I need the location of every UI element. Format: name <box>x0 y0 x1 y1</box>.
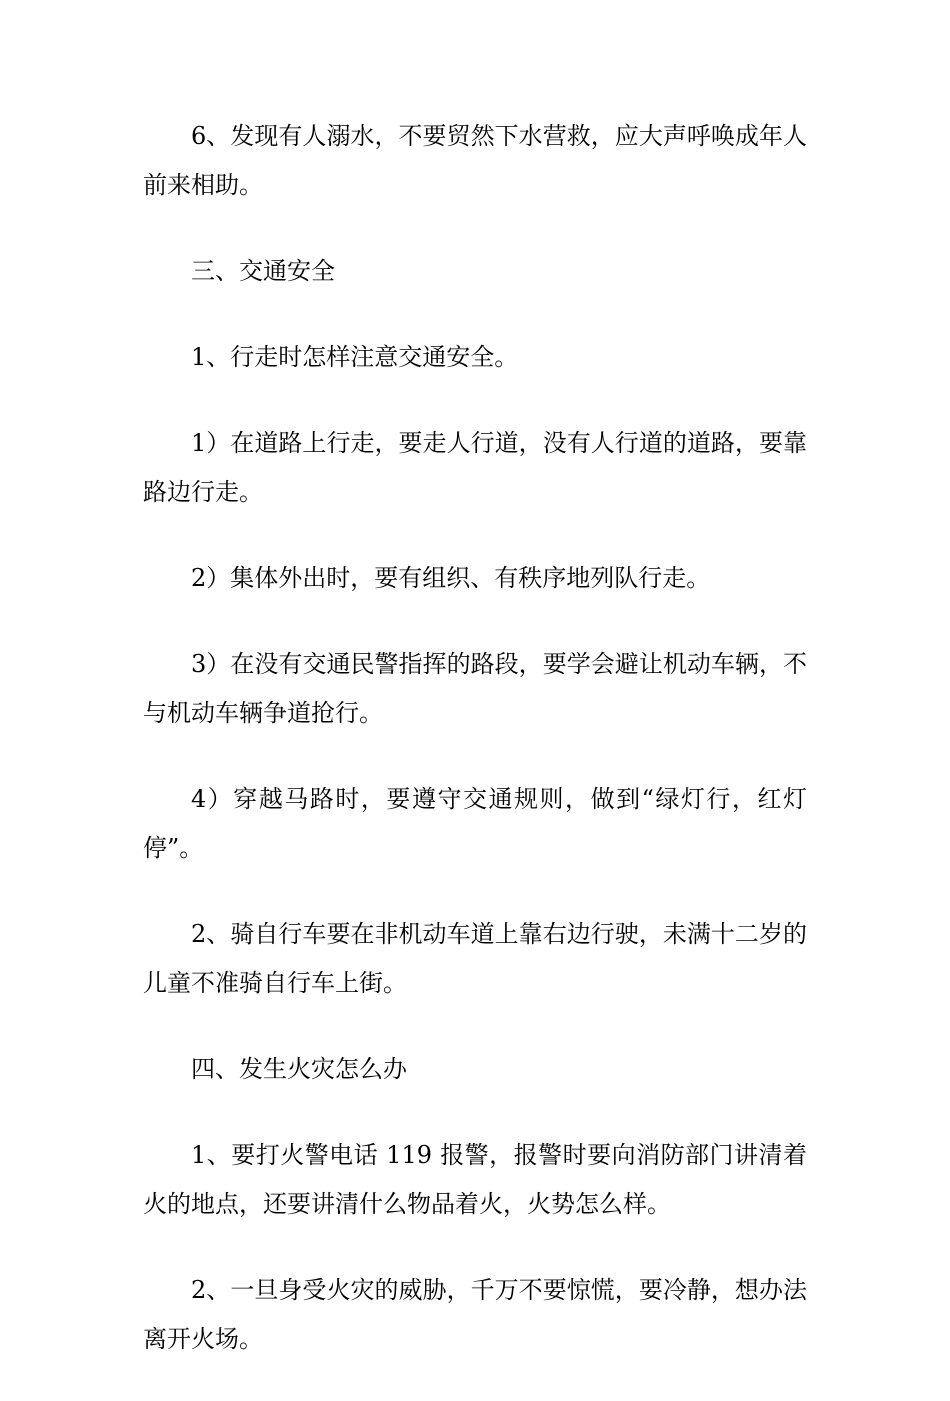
paragraph-cycling: 2、骑自行车要在非机动车道上靠右边行驶，未满十二岁的儿童不准骑自行车上街。 <box>143 920 807 997</box>
paragraph-crossing-road: 4）穿越马路时，要遵守交通规则，做到“绿灯行，红灯停”。 <box>143 785 807 862</box>
document-body <box>143 112 807 1401</box>
paragraph-drowning-rescue: 6、发现有人溺水，不要贸然下水营救，应大声呼唤成年人前来相助。 <box>143 122 807 199</box>
paragraph-walking-safety: 1、行走时怎样注意交通安全。 <box>191 343 519 371</box>
paragraph-fire-alarm-call: 1、要打火警电话 119 报警，报警时要向消防部门讲清着火的地点，还要讲清什么物品着火，火势怎么样。 <box>143 1141 807 1218</box>
section-heading-fire: 四、发生火灾怎么办 <box>191 1055 407 1083</box>
paragraph-group-outing: 2）集体外出时，要有组织、有秩序地列队行走。 <box>191 564 711 592</box>
paragraph-yield-vehicles: 3）在没有交通民警指挥的路段，要学会避让机动车辆，不与机动车辆争道抢行。 <box>143 650 807 727</box>
paragraph-escape-fire: 2、一旦身受火灾的威胁，千万不要惊慌，要冷静，想办法离开火场。 <box>143 1276 807 1353</box>
paragraph-sidewalk: 1）在道路上行走，要走人行道，没有人行道的道路，要靠路边行走。 <box>143 429 807 506</box>
section-heading-traffic-safety: 三、交通安全 <box>191 257 335 285</box>
